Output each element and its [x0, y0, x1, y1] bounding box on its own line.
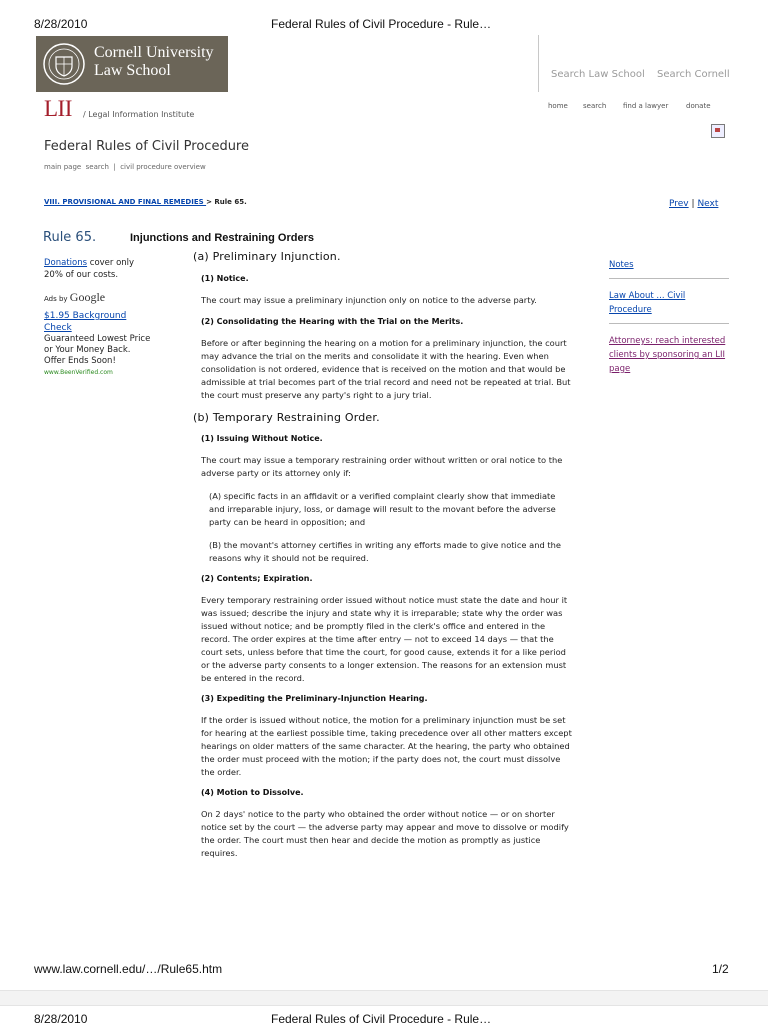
rule-content [193, 250, 573, 860]
next-link[interactable]: Next [697, 199, 719, 209]
nav-home-link[interactable]: home [548, 102, 568, 110]
b4-heading: (4) Motion to Dissolve. [201, 788, 304, 797]
pager-separator: | [691, 199, 695, 209]
right-divider-2 [609, 323, 729, 324]
b1-item-a: (A) specific facts in an affidavit or a verified complaint clearly show that immediate and irreparable injury, loss, or damage will result to the movant before the adverse party can be heard in opposition; and [209, 491, 556, 527]
a1-heading: (1) Notice. [201, 274, 249, 283]
civil-procedure-overview-link[interactable]: civil procedure overview [120, 163, 206, 171]
rule-title: Injunctions and Restraining Orders [130, 232, 314, 244]
b1-heading: (1) Issuing Without Notice. [201, 434, 323, 443]
lii-logo[interactable]: LII [44, 96, 72, 121]
sub-nav [44, 163, 206, 171]
donations-note [44, 257, 152, 281]
search-law-school-link[interactable]: Search Law School [551, 69, 645, 80]
page-number: 1/2 [712, 962, 729, 976]
right-sidebar [609, 258, 729, 376]
ad-text: Guaranteed Lowest Price or Your Money Back. Offer Ends Soon! [44, 334, 151, 366]
site-title: Federal Rules of Civil Procedure [44, 139, 249, 154]
a2-heading: (2) Consolidating the Hearing with the Trial on the Merits. [201, 317, 464, 326]
notes-link[interactable]: Notes [609, 260, 634, 270]
cornell-logo[interactable] [36, 36, 228, 92]
main-page-link[interactable]: main page [44, 163, 82, 171]
left-sidebar [44, 257, 152, 379]
nav-donate-link[interactable]: donate [686, 102, 711, 110]
b1-text: The court may issue a temporary restraining order without written or oral notice to the adverse party or its attorney only if: [201, 455, 563, 478]
cornell-seal-icon [42, 42, 86, 86]
section-b-heading: (b) Temporary Restraining Order. [193, 411, 380, 424]
print-icon[interactable] [711, 124, 725, 138]
b3-heading: (3) Expediting the Preliminary-Injunction Hearing. [201, 694, 428, 703]
print-date: 8/28/2010 [34, 17, 88, 31]
print-url: www.law.cornell.edu/…/Rule65.htm [34, 962, 223, 976]
university-name: Cornell University [94, 44, 214, 61]
next-page-date: 8/28/2010 [34, 1012, 88, 1026]
b2-heading: (2) Contents; Expiration. [201, 574, 313, 583]
b2-text: Every temporary restraining order issued without notice must state the date and hour it was issued; describe the injury and state why it is irreparable; state why the order was issued without notice; and be promptly filed in the clerk's office and entered in the record. The order expires at the time after entry — not to exceed 14 days — that the court sets, unless before that time the court, for good cause, extends it for a like period or the adverse party consents to a longer extension. The reasons for an extension must be entered in the record. [201, 595, 568, 683]
breadcrumb [44, 198, 247, 206]
cornell-logo-text [94, 44, 214, 80]
law-about-link[interactable]: Law About ... Civil Procedure [609, 291, 686, 315]
ads-by-label: Ads by [44, 295, 70, 303]
breadcrumb-section-link[interactable]: VIII. PROVISIONAL AND FINAL REMEDIES [44, 198, 207, 206]
search-link[interactable]: search [85, 163, 109, 171]
google-logo: Google [69, 290, 106, 304]
b1-item-b: (B) the movant's attorney certifies in writing any efforts made to give notice and the reasons why it should not be required. [209, 540, 561, 563]
a1-text: The court may issue a preliminary injunction only on notice to the adverse party. [201, 295, 537, 305]
section-a-heading: (a) Preliminary Injunction. [193, 250, 341, 263]
prev-link[interactable]: Prev [669, 199, 689, 209]
header-divider [538, 35, 539, 92]
b3-text: If the order is issued without notice, the motion for a preliminary injunction must be set for hearing at the earliest possible time, taking precedence over all other matters except hearings on older matters of the same character. At the hearing, the party who obtained the order must proceed with the motion; if the party does not, the court must dissolve the order. [201, 715, 572, 777]
next-page-title: Federal Rules of Civil Procedure - Rule… [271, 1012, 492, 1026]
print-title: Federal Rules of Civil Procedure - Rule… [271, 17, 492, 31]
page-break [0, 990, 768, 1006]
school-name: Law School [94, 62, 171, 79]
donations-link[interactable]: Donations [44, 258, 88, 268]
rule-number: Rule 65. [43, 230, 97, 245]
ads-by-google[interactable] [44, 291, 152, 305]
lii-subtitle: / Legal Information Institute [83, 110, 195, 119]
ad-url[interactable]: www.BeenVerified.com [44, 369, 113, 376]
b4-text: On 2 days' notice to the party who obtained the order without notice — or on shorter notice set by the court — the adverse party may appear and move to dissolve or modify the order. The court must then hear and decide the motion as promptly as justice requires. [201, 809, 569, 858]
attorneys-sponsor-link[interactable]: Attorneys: reach interested clients by sponsoring an LII page [609, 336, 726, 374]
donations-text: cover only 20% of our costs. [44, 258, 135, 280]
a2-text: Before or after beginning the hearing on a motion for a preliminary injunction, the court may advance the trial on the merits and consolidate it with the hearing. Even when consolidation is not ordered, evidence that is received on the motion and that would be admissible at trial becomes part of the trial record and need not be repeated at trial. But the court must preserve any party's right to a jury trial. [201, 338, 571, 400]
right-divider-1 [609, 278, 729, 279]
nav-find-lawyer-link[interactable]: find a lawyer [623, 102, 669, 110]
nav-search-link[interactable]: search [583, 102, 607, 110]
pager [669, 199, 718, 209]
ad-link[interactable]: $1.95 Background Check [44, 311, 127, 333]
breadcrumb-current: > Rule 65. [206, 198, 247, 206]
subnav-separator: | [113, 163, 116, 171]
search-cornell-link[interactable]: Search Cornell [657, 69, 730, 80]
